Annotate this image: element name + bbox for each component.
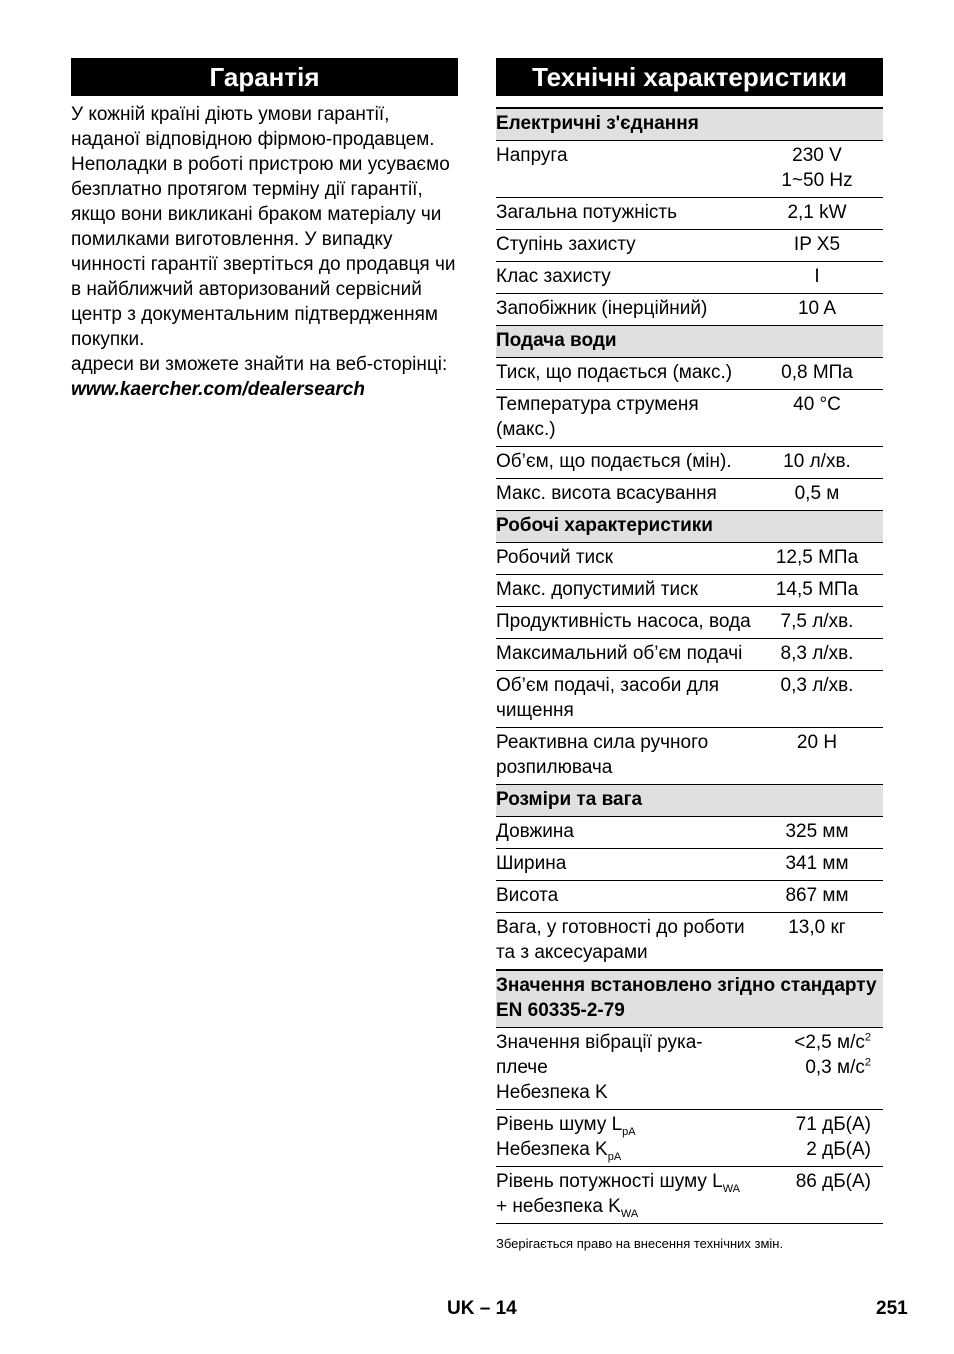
spec-label: Висота xyxy=(496,881,751,913)
spec-category-water: Подача води xyxy=(496,326,883,358)
spec-value: 0,3 л/хв. xyxy=(751,671,883,728)
spec-row xyxy=(496,913,883,971)
spec-row xyxy=(496,358,883,390)
noise-uncertainty-value: 2 дБ(A) xyxy=(806,1139,871,1160)
spec-label: Ступінь захисту xyxy=(496,230,751,262)
spec-value: 0,8 МПа xyxy=(751,358,883,390)
spec-row xyxy=(496,1110,883,1167)
spec-row xyxy=(496,1167,883,1224)
spec-row xyxy=(496,141,883,198)
spec-label: Запобіжник (інерційний) xyxy=(496,294,751,326)
warranty-address-note: адреси ви зможете знайти на веб-сторінці: xyxy=(71,354,448,375)
warranty-text xyxy=(71,102,458,402)
voltage-value: 230 V xyxy=(792,145,842,166)
spec-value: 2,1 kW xyxy=(751,198,883,230)
spec-value: 10 A xyxy=(751,294,883,326)
spec-label: Робочий тиск xyxy=(496,543,751,575)
spec-category-standard: Значення встановлено згідно стандарту EN 60335-2-79 xyxy=(496,970,883,1028)
spec-value: 341 мм xyxy=(751,849,883,881)
warranty-title: Гарантія xyxy=(71,58,458,96)
vibration-uncertainty-label: Небезпека K xyxy=(496,1082,608,1103)
spec-value: 8,3 л/хв. xyxy=(751,639,883,671)
specs-title: Технічні характеристики xyxy=(496,58,883,96)
footnote: Зберігається право на внесення технічних змін. xyxy=(496,1236,784,1251)
spec-value: 7,5 л/хв. xyxy=(751,607,883,639)
warranty-paragraph: У кожній країні діють умови гарантії, наданої відповідною фірмою-продавцем. Неполадки в роботі пристрою ми усуваємо безплатно протягом терміну дії гарантії, якщо вони викликані браком матеріалу чи помилками виготовлення. У випадку чинності гарантії звертіться до продавця чи в найближчий авторизований сервісний центр з документальним підтвердженням покупки. xyxy=(71,104,456,350)
warranty-column xyxy=(71,58,458,402)
spec-row xyxy=(496,728,883,785)
spec-value: 86 дБ(A) xyxy=(751,1167,883,1224)
spec-row xyxy=(496,230,883,262)
spec-category-electrical: Електричні з'єднання xyxy=(496,108,883,141)
spec-value: 325 мм xyxy=(751,817,883,849)
spec-label: Температура струменя (макс.) xyxy=(496,390,751,447)
spec-value xyxy=(751,1028,883,1110)
spec-label: Напруга xyxy=(496,141,751,198)
spec-value: 10 л/хв. xyxy=(751,447,883,479)
spec-label: Довжина xyxy=(496,817,751,849)
noise-label: Рівень шуму $L_{pA}$ xyxy=(496,1114,636,1138)
spec-row xyxy=(496,294,883,326)
spec-label: Тиск, що подається (макс.) xyxy=(496,358,751,390)
spec-value: 20 Н xyxy=(751,728,883,785)
section-page-label: UK – 14 xyxy=(447,1298,517,1319)
sound-power-uncertainty-label: + небезпека $K_{WA}$ xyxy=(496,1196,639,1220)
spec-value xyxy=(751,1110,883,1167)
page-number: 251 xyxy=(876,1298,908,1319)
spec-value: I xyxy=(751,262,883,294)
vibration-value: <2,5 $м/с^2$ xyxy=(794,1031,871,1053)
spec-value: 13,0 кг xyxy=(751,913,883,971)
spec-label: Об’єм, що подається (мін). xyxy=(496,447,751,479)
specs-column xyxy=(496,58,883,1251)
spec-label: Продуктивність насоса, вода xyxy=(496,607,751,639)
spec-row xyxy=(496,607,883,639)
sound-power-label: Рівень потужності шуму $L_{WA}$ xyxy=(496,1171,741,1195)
spec-label: Клас захисту xyxy=(496,262,751,294)
spec-row xyxy=(496,479,883,511)
spec-label: Об’єм подачі, засоби для чищення xyxy=(496,671,751,728)
spec-label xyxy=(496,1167,751,1224)
spec-label: Максимальний об’єм подачі xyxy=(496,639,751,671)
spec-value: 40 °C xyxy=(751,390,883,447)
spec-label: Макс. допустимий тиск xyxy=(496,575,751,607)
spec-row xyxy=(496,881,883,913)
spec-value: 14,5 МПа xyxy=(751,575,883,607)
frequency-value: 1~50 Hz xyxy=(781,170,853,191)
spec-row xyxy=(496,543,883,575)
spec-row xyxy=(496,671,883,728)
spec-row xyxy=(496,447,883,479)
spec-label: Загальна потужність xyxy=(496,198,751,230)
spec-row xyxy=(496,575,883,607)
spec-label xyxy=(496,1110,751,1167)
noise-uncertainty-label: Небезпека $K_{pA}$ xyxy=(496,1139,622,1163)
spec-value: IP X5 xyxy=(751,230,883,262)
noise-value: 71 дБ(A) xyxy=(795,1114,871,1135)
specs-table xyxy=(496,107,883,1224)
spec-row xyxy=(496,849,883,881)
spec-row xyxy=(496,639,883,671)
spec-value: 867 мм xyxy=(751,881,883,913)
spec-label: Ширина xyxy=(496,849,751,881)
spec-value xyxy=(751,141,883,198)
spec-row xyxy=(496,1028,883,1110)
spec-category-performance: Робочі характеристики xyxy=(496,511,883,543)
spec-label: Макс. висота всасування xyxy=(496,479,751,511)
spec-label: Реактивна сила ручного розпилювача xyxy=(496,728,751,785)
spec-row xyxy=(496,262,883,294)
spec-value: 12,5 МПа xyxy=(751,543,883,575)
spec-row xyxy=(496,390,883,447)
spec-row xyxy=(496,198,883,230)
vibration-uncertainty-value: 0,3 $м/с^2$ xyxy=(805,1056,871,1078)
spec-value: 0,5 м xyxy=(751,479,883,511)
dealer-search-link[interactable]: www.kaercher.com/dealersearch xyxy=(71,379,365,400)
spec-label xyxy=(496,1028,751,1110)
spec-label: Вага, у готовності до роботи та з аксесуарами xyxy=(496,913,751,971)
vibration-label: Значення вібрації рука-плече xyxy=(496,1032,703,1078)
spec-row xyxy=(496,817,883,849)
spec-category-dimensions: Розміри та вага xyxy=(496,785,883,817)
